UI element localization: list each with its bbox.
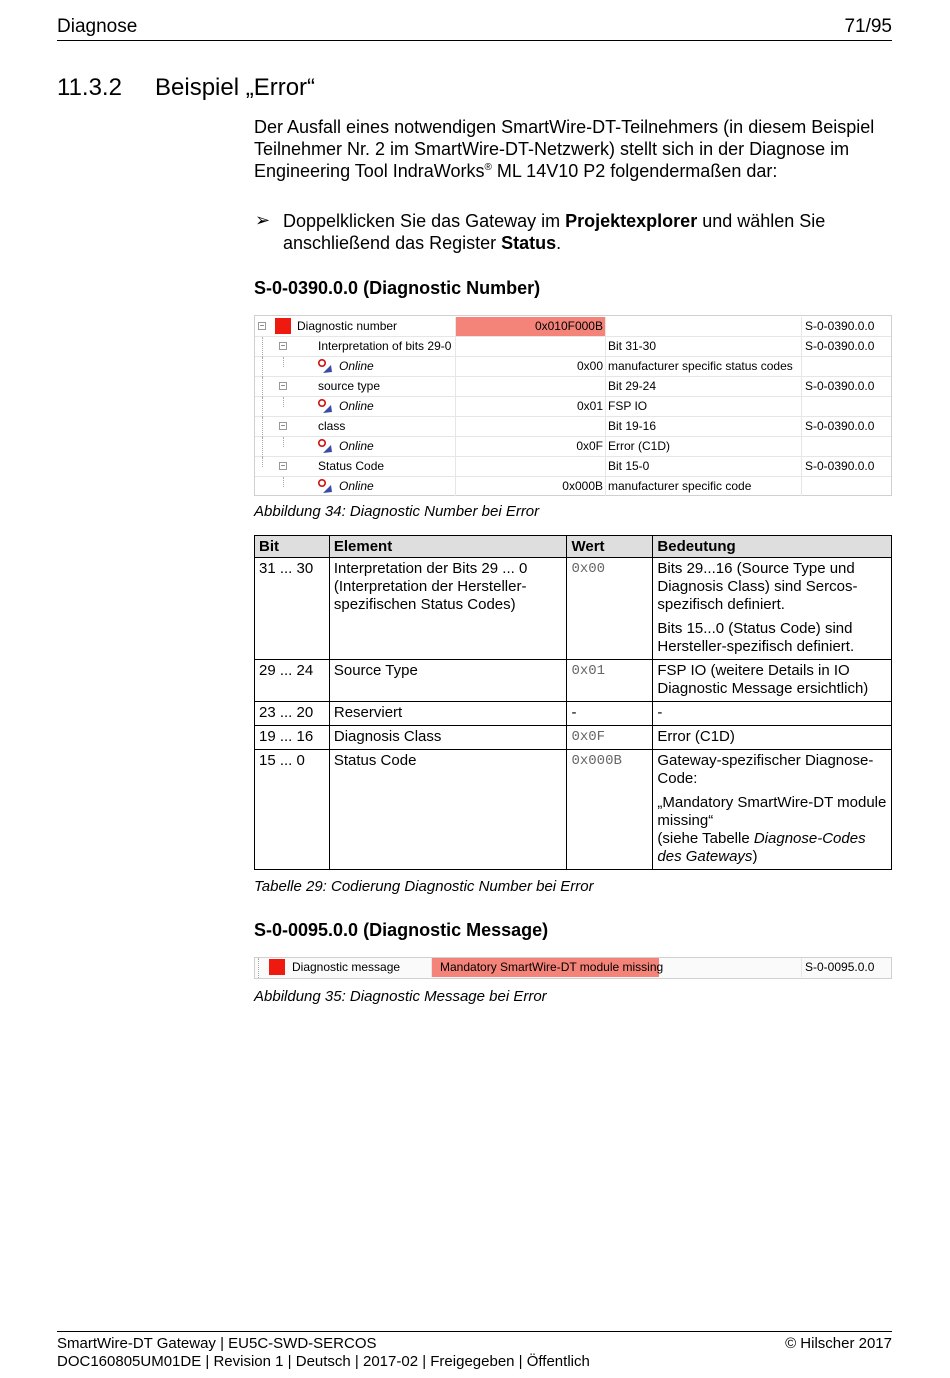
diagnostic-number-screenshot: [254, 315, 892, 496]
tree-row-id: [801, 437, 891, 456]
cell-bedeutung: -: [653, 702, 892, 726]
cell-bit: 23 ... 20: [255, 702, 330, 726]
table-row: [255, 558, 892, 660]
tree-row-id: S-0-0095.0.0: [801, 958, 891, 977]
cell-bedeutung: [653, 750, 892, 870]
collapse-icon[interactable]: −: [280, 421, 286, 430]
collapse-icon[interactable]: −: [280, 341, 286, 350]
tree-row-name: Online: [339, 359, 374, 373]
cell-bedeutung: Error (C1D): [653, 726, 892, 750]
table-row: [255, 750, 892, 870]
tree-row[interactable]: [255, 397, 891, 417]
tree-row-value: [455, 457, 605, 476]
cell-bit: 15 ... 0: [255, 750, 330, 870]
tree-row-name: Status Code: [318, 459, 385, 473]
footer-product: SmartWire-DT Gateway | EU5C-SWD-SERCOS: [57, 1335, 377, 1352]
cell-bedeutung: FSP IO (weitere Details in IO Diagnostic Message ersichtlich): [653, 660, 892, 702]
tree-row-name: Diagnostic number: [297, 319, 398, 333]
tree-row-desc: Bit 29-24: [605, 377, 801, 396]
instruction-step: [283, 210, 893, 254]
subheading-diagnostic-number: S-0-0390.0.0 (Diagnostic Number): [254, 278, 541, 298]
tree-row[interactable]: [255, 317, 891, 337]
arrow-bullet-icon: ➢: [255, 210, 271, 230]
figure-caption-34: Abbildung 34: Diagnostic Number bei Error: [254, 503, 540, 520]
error-status-icon: [269, 959, 285, 975]
cell-element: Source Type: [329, 660, 567, 702]
tree-row-desc: Error (C1D): [605, 437, 801, 456]
tree-row-value: [455, 337, 605, 356]
tree-row-name: Interpretation of bits 29-0: [318, 339, 452, 353]
tree-row-value: [455, 377, 605, 396]
tree-row[interactable]: [255, 337, 891, 357]
column-header-wert: Wert: [567, 536, 653, 558]
cell-bit: 29 ... 24: [255, 660, 330, 702]
tree-row-desc: Bit 19-16: [605, 417, 801, 436]
tree-row-desc: Bit 15-0: [605, 457, 801, 476]
tree-row-id: S-0-0390.0.0: [801, 317, 891, 336]
tree-row[interactable]: [255, 477, 891, 497]
diagnostic-number-table: [254, 535, 892, 870]
instruction-text: und wählen Sie anschließend das Register: [283, 211, 826, 253]
reference-text: ): [752, 848, 758, 865]
registered-mark: ®: [484, 162, 492, 173]
tree-row-desc: Bit 31-30: [605, 337, 801, 356]
instruction-text: .: [556, 233, 562, 253]
footer-document-info: DOC160805UM01DE | Revision 1 | Deutsch | 2017-02 | Freigegeben | Öffentlich: [57, 1353, 590, 1370]
cell-wert: -: [567, 702, 653, 726]
intro-paragraph: [254, 116, 894, 182]
reference-text: (siehe Tabelle: [657, 830, 754, 847]
tree-row-desc: manufacturer specific status codes: [605, 357, 801, 376]
tree-row-id: S-0-0390.0.0: [801, 457, 891, 476]
table-caption-29: Tabelle 29: Codierung Diagnostic Number bei Error: [254, 878, 594, 895]
instruction-bold-status: Status: [501, 233, 557, 253]
tree-row-value: 0x010F000B: [455, 317, 605, 336]
footer-copyright: © Hilscher 2017: [785, 1335, 892, 1352]
column-header-bedeutung: Bedeutung: [653, 536, 892, 558]
tree-row-name: Online: [339, 399, 374, 413]
tree-row-value: 0x00: [455, 357, 605, 376]
cell-element: Interpretation der Bits 29 ... 0 (Interpretation der Hersteller-spezifischen Status Codes): [329, 558, 567, 660]
tree-row-desc: FSP IO: [605, 397, 801, 416]
cell-wert: 0x000B: [567, 750, 653, 870]
table-header-row: [255, 536, 892, 558]
header-title: Diagnose: [57, 16, 138, 37]
header-divider: [57, 40, 892, 41]
footer-divider: [57, 1331, 892, 1332]
instruction-text: Doppelklicken Sie das Gateway im: [283, 211, 566, 231]
tree-row[interactable]: [255, 377, 891, 397]
tree-row-id: S-0-0390.0.0: [801, 377, 891, 396]
table-row: [255, 660, 892, 702]
cell-bit: 31 ... 30: [255, 558, 330, 660]
diagnostic-message-screenshot: [254, 957, 892, 979]
cell-bedeutung-text: „Mandatory SmartWire-DT module missing“: [657, 794, 887, 829]
tree-row-value: Mandatory SmartWire-DT module missing: [431, 958, 659, 977]
cell-bedeutung-reference: [657, 830, 887, 866]
cell-wert: 0x01: [567, 660, 653, 702]
cell-bedeutung-text: Bits 29...16 (Source Type und Diagnosis Class) sind Sercos-spezifisch definiert.: [657, 560, 858, 613]
tree-row-id: [801, 357, 891, 376]
tree-row[interactable]: [255, 417, 891, 437]
column-header-element: Element: [329, 536, 567, 558]
cell-wert: 0x00: [567, 558, 653, 660]
tree-row-name: Online: [339, 439, 374, 453]
tree-row-desc: [605, 317, 801, 336]
tree-row-name: Diagnostic message: [292, 960, 401, 974]
tree-row-desc: manufacturer specific code: [605, 477, 801, 496]
cell-element: Status Code: [329, 750, 567, 870]
tree-row-value: [455, 417, 605, 436]
cell-bedeutung-text: Bits 15...0 (Status Code) sind Hersteller-spezifisch definiert.: [657, 620, 855, 655]
tree-row-name: class: [318, 419, 346, 433]
tree-row-name: source type: [318, 379, 381, 393]
tree-row-name: Online: [339, 479, 374, 493]
page-number: 71/95: [844, 16, 892, 37]
tree-row-id: [801, 477, 891, 496]
tree-line: [258, 958, 259, 978]
tree-row-value: 0x0F: [455, 437, 605, 456]
cell-element: Diagnosis Class: [329, 726, 567, 750]
collapse-icon[interactable]: −: [280, 381, 286, 390]
table-row: [255, 702, 892, 726]
intro-text-end: ML 14V10 P2 folgendermaßen dar:: [491, 161, 778, 181]
figure-caption-35: Abbildung 35: Diagnostic Message bei Error: [254, 988, 547, 1005]
table-row: [255, 726, 892, 750]
section-title: Beispiel „Error“: [155, 74, 316, 101]
cell-element: Reserviert: [329, 702, 567, 726]
intro-text: Der Ausfall eines notwendigen SmartWire-DT-Teilnehmers (in diesem Beispiel Teilnehmer Nr. 2 im SmartWire-DT-Netzwerk) stellt sich in der Diagnose im Engineering Tool IndraWorks: [254, 117, 875, 181]
instruction-bold-projektexplorer: Projektexplorer: [565, 211, 698, 231]
column-header-bit: Bit: [255, 536, 330, 558]
cell-wert: 0x0F: [567, 726, 653, 750]
tree-row[interactable]: [255, 357, 891, 377]
tree-row[interactable]: [255, 457, 891, 477]
tree-row-id: S-0-0390.0.0: [801, 337, 891, 356]
collapse-icon[interactable]: −: [280, 461, 286, 470]
tree-row-value: 0x01: [455, 397, 605, 416]
collapse-icon[interactable]: −: [259, 321, 265, 330]
cell-bedeutung: [653, 558, 892, 660]
tree-row-id: S-0-0390.0.0: [801, 417, 891, 436]
tree-row-id: [801, 397, 891, 416]
section-number: 11.3.2: [57, 74, 122, 101]
tree-row[interactable]: [255, 958, 891, 978]
cell-bit: 19 ... 16: [255, 726, 330, 750]
tree-row[interactable]: [255, 437, 891, 457]
cell-bedeutung-text: Gateway-spezifischer Diagnose-Code:: [657, 752, 874, 787]
subheading-diagnostic-message: S-0-0095.0.0 (Diagnostic Message): [254, 920, 549, 940]
tree-row-value: 0x000B: [455, 477, 605, 496]
reference-link[interactable]: Diagnose-Codes des Gateways: [657, 830, 866, 865]
